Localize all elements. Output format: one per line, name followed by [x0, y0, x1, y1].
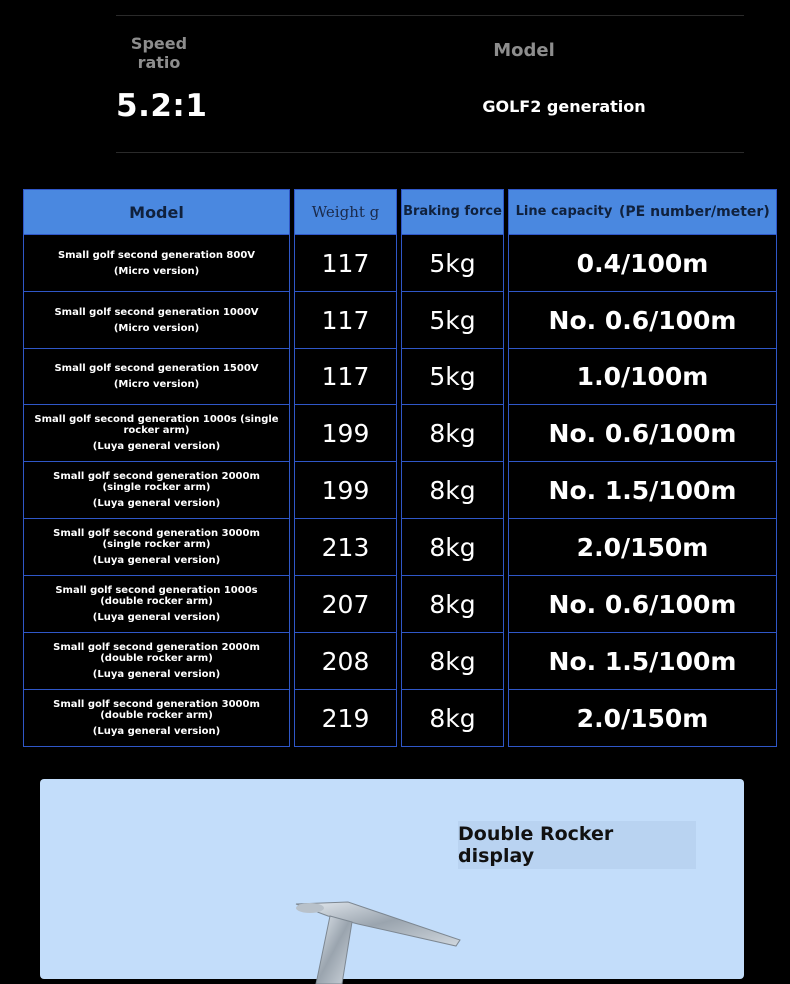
table-row-line-capacity: 2.0/150m	[508, 518, 777, 576]
table-row-braking: 5kg	[401, 348, 504, 405]
table-row-model	[23, 234, 290, 292]
row-model-version: (Luya general version)	[92, 441, 221, 452]
table-row-weight: 208	[294, 632, 397, 690]
row-model-version: (Micro version)	[113, 322, 200, 334]
row-model-version: (Micro version)	[113, 379, 200, 390]
row-model-name: Small golf second generation 1000V	[54, 306, 259, 318]
row-model-version: (Luya general version)	[92, 726, 221, 737]
row-model-name: Small golf second generation 2000m (double rocker arm)	[53, 642, 260, 664]
table-row-model	[23, 461, 290, 519]
table-row-weight: 117	[294, 348, 397, 405]
row-model-name: Small golf second generation 1500V	[54, 363, 259, 374]
header-braking-force: Braking force	[401, 189, 504, 235]
display-label: Double Rocker display	[458, 821, 696, 869]
table-row-line-capacity: No. 1.5/100m	[508, 632, 777, 690]
table-row-weight: 117	[294, 291, 397, 349]
table-row-braking: 5kg	[401, 234, 504, 292]
table-row-braking: 5kg	[401, 291, 504, 349]
row-model-name: Small golf second generation 3000m (single rocker arm)	[53, 528, 260, 550]
rocker-arm-image	[288, 894, 468, 984]
row-model-name: Small golf second generation 1000s (double rocker arm)	[55, 585, 258, 607]
table-row-line-capacity: No. 0.6/100m	[508, 575, 777, 633]
table-row-model	[23, 291, 290, 349]
table-row-line-capacity: No. 1.5/100m	[508, 461, 777, 519]
table-row-braking: 8kg	[401, 404, 504, 462]
display-panel	[40, 779, 744, 979]
row-model-name: Small golf second generation 800V	[57, 249, 256, 261]
table-row-line-capacity: 2.0/150m	[508, 689, 777, 747]
table-row-weight: 213	[294, 518, 397, 576]
table-row-line-capacity: No. 0.6/100m	[508, 291, 777, 349]
row-model-version: (Luya general version)	[92, 498, 221, 509]
header-model: Model	[23, 189, 290, 235]
top-divider	[116, 15, 744, 16]
table-row-model	[23, 404, 290, 462]
table-row-braking: 8kg	[401, 461, 504, 519]
table-row-weight: 199	[294, 461, 397, 519]
row-model-version: (Micro version)	[113, 265, 200, 277]
table-row-line-capacity: No. 0.6/100m	[508, 404, 777, 462]
table-row-model	[23, 575, 290, 633]
table-row-model	[23, 348, 290, 405]
header-line-capacity-label: Line capacity	[515, 204, 613, 219]
header-line-unit: (PE number/meter)	[619, 204, 770, 220]
model-value: GOLF2 generation	[482, 97, 646, 116]
table-row-braking: 8kg	[401, 632, 504, 690]
row-model-name: Small golf second generation 3000m (double rocker arm)	[53, 699, 260, 721]
table-row-model	[23, 689, 290, 747]
speed-ratio-label: Speed ratio	[130, 34, 188, 72]
table-row-braking: 8kg	[401, 518, 504, 576]
table-row-weight: 219	[294, 689, 397, 747]
table-row-line-capacity: 0.4/100m	[508, 234, 777, 292]
header-weight: Weight g	[294, 189, 397, 235]
row-model-version: (Luya general version)	[92, 669, 221, 680]
spec-divider	[116, 152, 744, 153]
speed-ratio-value: 5.2:1	[116, 88, 208, 124]
table-row-model	[23, 518, 290, 576]
table-row-weight: 207	[294, 575, 397, 633]
row-model-name: Small golf second generation 1000s (single rocker arm)	[34, 414, 279, 436]
table-row-line-capacity: 1.0/100m	[508, 348, 777, 405]
table-row-weight: 199	[294, 404, 397, 462]
table-row-braking: 8kg	[401, 575, 504, 633]
row-model-name: Small golf second generation 2000m (single rocker arm)	[53, 471, 260, 493]
model-label: Model	[493, 40, 555, 61]
table-row-weight: 117	[294, 234, 397, 292]
table-row-braking: 8kg	[401, 689, 504, 747]
header-line-capacity	[508, 189, 777, 235]
row-model-version: (Luya general version)	[92, 612, 221, 623]
row-model-version: (Luya general version)	[92, 555, 221, 566]
table-row-model	[23, 632, 290, 690]
